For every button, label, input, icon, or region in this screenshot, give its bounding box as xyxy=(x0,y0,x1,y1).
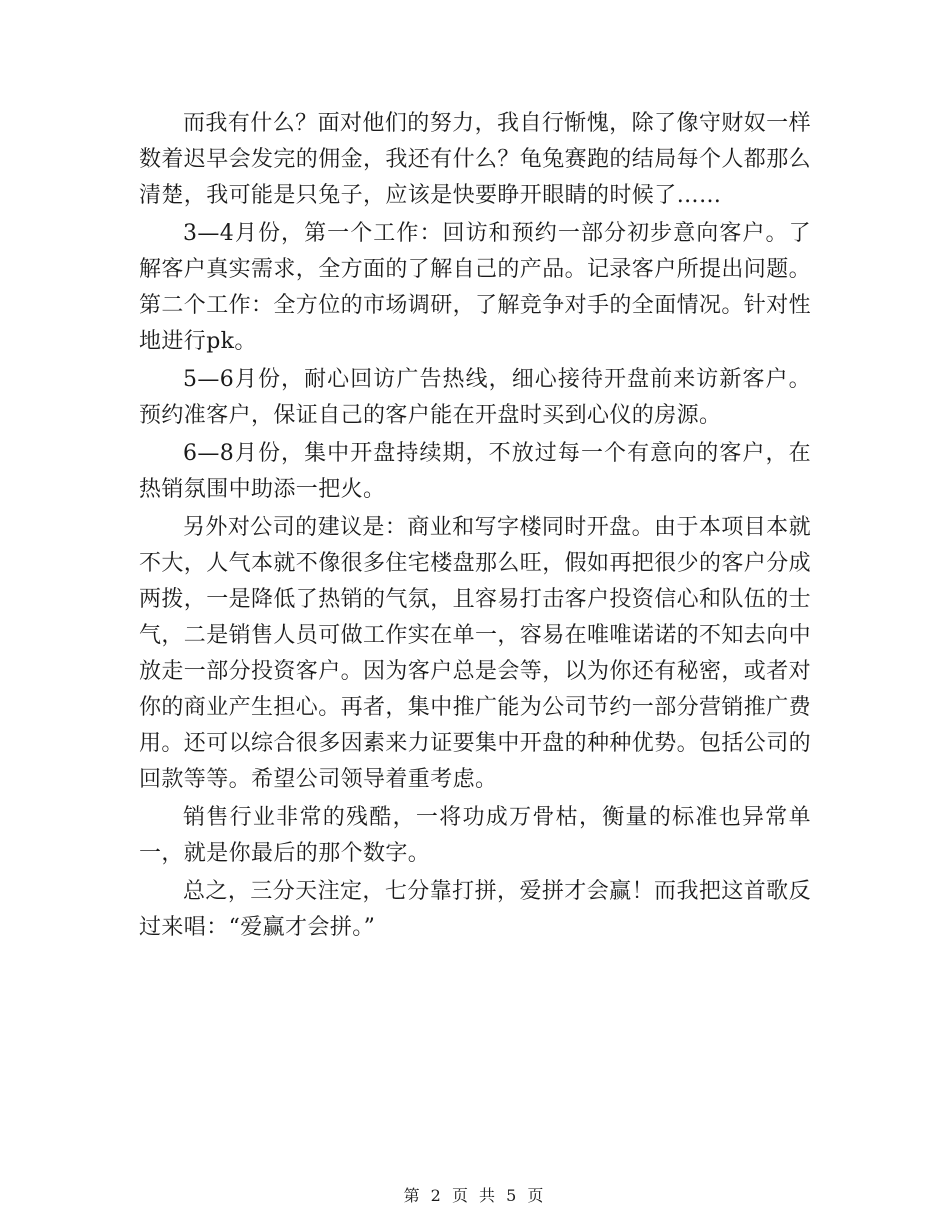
paragraph-5: 另外对公司的建议是：商业和写字楼同时开盘。由于本项目本就不大，人气本就不像很多住宅楼盘那么旺，假如再把很少的客户分成两拨，一是降低了热销的气氛，且容易打击客户投资信心和队伍的士气，二是销售人员可做工作实在单一，容易在唯唯诺诺的不知去向中放走一部分投资客户。因为客户总是会等，以为你还有秘密，或者对你的商业产生担心。再者，集中推广能为公司节约一部分营销推广费用。还可以综合很多因素来力证要集中开盘的种种优势。包括公司的回款等等。希望公司领导着重考虑。 xyxy=(139,515,812,792)
page-number-footer: 第 2 页 共 5 页 xyxy=(403,1186,547,1205)
document-body xyxy=(139,106,811,948)
paragraph-1: 而我有什么？面对他们的努力，我自行惭愧，除了像守财奴一样数着迟早会发完的佣金，我还有什么？龟兔赛跑的结局每个人都那么清楚，我可能是只兔子，应该是快要睁开眼睛的时候了…… xyxy=(139,111,812,208)
paragraph-2: 3—4月份，第一个工作：回访和预约一部分初步意向客户。了解客户真实需求，全方面的了解自己的产品。记录客户所提出问题。第二个工作：全方位的市场调研，了解竞争对手的全面情况。针对性地进行pk。 xyxy=(139,221,812,354)
paragraph-6: 销售行业非常的残酷，一将功成万骨枯，衡量的标准也异常单一，就是你最后的那个数字。 xyxy=(139,805,811,866)
paragraph-7: 总之，三分天注定，七分靠打拼，爱拼才会赢！而我把这首歌反过来唱：“爱赢才会拼。” xyxy=(139,879,811,940)
paragraph-3: 5—6月份，耐心回访广告热线，细心接待开盘前来访新客户。预约准客户，保证自己的客户能在开盘时买到心仪的房源。 xyxy=(139,367,811,428)
paragraph-4: 6—8月份，集中开盘持续期，不放过每一个有意向的客户，在热销氛围中助添一把火。 xyxy=(139,441,811,502)
